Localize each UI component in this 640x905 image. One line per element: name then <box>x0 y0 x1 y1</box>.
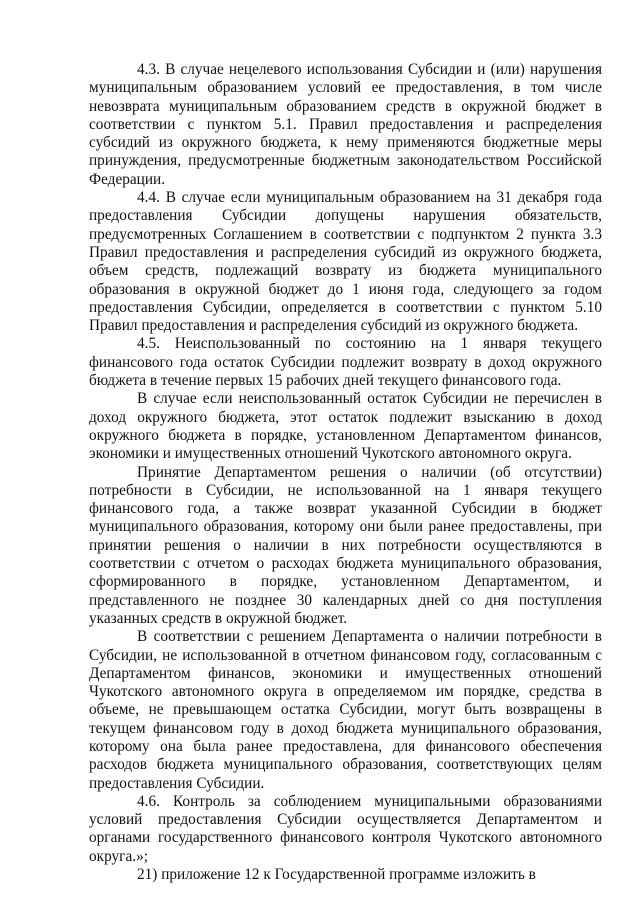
paragraph-unpaid-balance: В случае если неиспользованный остаток Субсидии не перечислен в доход окружного бюджета, этот остаток подлежит взысканию в доход окружного бюджета в порядке, установленном Департаментом финансов, экономики и имущественных отношений Чукотского автономного округа. <box>89 390 602 463</box>
paragraph-department-decision: Принятие Департаментом решения о наличии (об отсутствии) потребности в Субсидии, не использованной на 1 января текущего финансового года, а также возврат указанной Субсидии в бюджет муниципального образования, которому они были ранее предоставлены, при принятии решения о наличии в них потребности осуществляются в соответствии с отчетом о расходах бюджета муниципального образования, сформированного в порядке, установленном Департаментом, и представленного не позднее 30 календарных дней со дня поступления указанных средств в окружной бюджет. <box>89 463 602 627</box>
paragraph-4-5: 4.5. Неиспользованный по состоянию на 1 января текущего финансового года остаток Субсидии подлежит возврату в доход окружного бюджета в течение первых 15 рабочих дней текущего финансового года. <box>89 335 602 390</box>
paragraph-4-6: 4.6. Контроль за соблюдением муниципальными образованиями условий предоставления Субсидии осуществляется Департаментом и органами государственного финансового контроля Чукотского автономного округа.»; <box>89 792 602 865</box>
paragraph-4-3: 4.3. В случае нецелевого использования Субсидии и (или) нарушения муниципальным образованием условий ее предоставления, в том числе невозврата муниципальным образованием средств в окружной бюджет в соответствии с пунктом 5.1. Правил предоставления и распределения субсидий из окружного бюджета, к нему применяются бюджетные меры принуждения, предусмотренные бюджетным законодательством Российской Федерации. <box>89 61 602 188</box>
paragraph-4-4: 4.4. В случае если муниципальным образованием на 31 декабря года предоставления Субсидии допущены нарушения обязательств, предусмотренных Соглашением в соответствии с подпунктом 2 пункта 3.3 Правил предоставления и распределения субсидий из окружного бюджета, объем средств, подлежащий возврату из бюджета муниципального образования в окружной бюджет до 1 июня года, следующего за годом предоставления Субсидии, определяется в соответствии с пунктом 5.10 Правил предоставления и распределения субсидий из окружного бюджета. <box>89 189 602 335</box>
paragraph-return-funds: В соответствии с решением Департамента о наличии потребности в Субсидии, не использованной в отчетном финансовом году, согласованным с Департаментом финансов, экономики и имущественных отношений Чукотского автономного округа в определяемом им порядке, средства в объеме, не превышающем остатка Субсидии, могут быть возвращены в текущем финансовом году в доход бюджета муниципального образования, которому она была ранее предоставлена, для финансового обеспечения расходов бюджета муниципального образования, соответствующих целям предоставления Субсидии. <box>89 628 602 792</box>
paragraph-item-21: 21) приложение 12 к Государственной программе изложить в <box>137 866 536 884</box>
